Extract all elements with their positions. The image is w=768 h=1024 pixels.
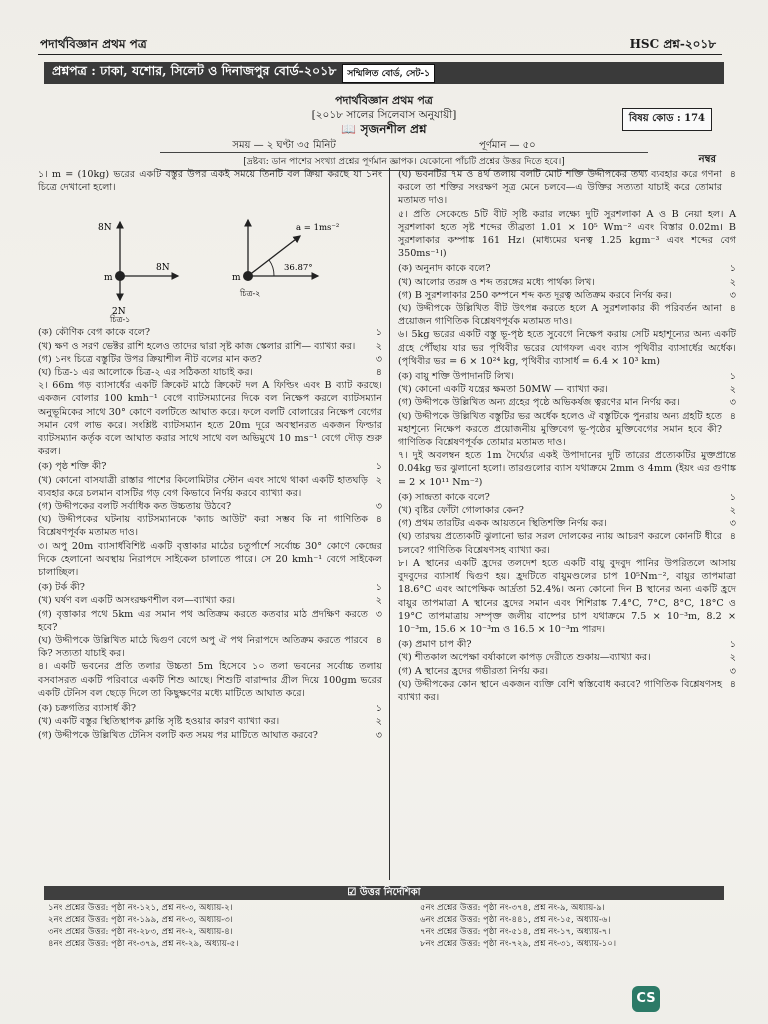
question-part	[38, 729, 382, 742]
question-part	[398, 276, 736, 289]
part-marks: ১	[729, 371, 736, 383]
figure-2-caption: চিত্র-২	[240, 289, 261, 299]
question-5-stem: ৫। প্রতি সেকেন্ডে 5টি বীট সৃষ্টি করার লক্ষ্যে দুটি সুরশলাকা A ও B নেয়া হল। A সুরশলাকা হতে সৃষ্ট শব্দের তীব্রতা 1.01 × 10⁵ Wm⁻² এবং বিস্তার 0.02m। B সুরশলাকার কম্পাঙ্ক 161 Hz। (মাধ্যমের ঘনত্ব 1.25 kgm⁻³ এবং শব্দের বেগ 350ms⁻¹।)	[398, 208, 736, 260]
part-marks: ৩	[729, 518, 736, 530]
question-part	[398, 410, 736, 450]
part-text: (খ) একটি বস্তুর স্থিতিস্থাপক ক্লান্তি সৃষ্টি হওয়ার কারণ ব্যাখ্যা কর।	[38, 716, 280, 728]
part-marks: ৪	[729, 531, 736, 543]
question-part	[38, 460, 382, 473]
book-icon: 📖	[341, 122, 357, 136]
question-part	[398, 383, 736, 396]
part-text: (গ) ১নং চিত্রে বস্তুটির উপর ক্রিয়াশীল নীট বলের মান কত?	[38, 353, 262, 365]
part-marks: ৩	[375, 608, 382, 620]
part-marks: ২	[729, 384, 736, 396]
question-3-stem: ৩। অপু 20m ব্যাসার্ধবিশিষ্ট একটি বৃত্তাকার মাঠের চতুর্পার্শে সর্বোচ্চ 30° কোণে কেন্দ্রের দিকে হেলানো অবস্থায় নিরাপদে সাইকেল চালাতে পারে। সে 20 kmh⁻¹ বেগে সাইকেল চালাচ্ছিল।	[38, 540, 382, 579]
answer-reference: ৮নং প্রশ্নের উত্তর: পৃষ্ঠা নং-৭২৯, প্রশ্ন নং-৩১, অধ্যায়-১০।	[420, 939, 617, 949]
header-rule	[38, 54, 722, 55]
part-marks: ২	[729, 505, 736, 517]
answer-reference: ১নং প্রশ্নের উত্তর: পৃষ্ঠা নং-১২১, প্রশ্ন নং-৩, অধ্যায়-২।	[48, 903, 233, 913]
section-label: সৃজনশীল প্রশ্ন	[360, 122, 427, 136]
instruction-note: [দ্রষ্টব্য: ডান পাশের সংখ্যা প্রশ্নের পূর্ণমান জ্ঞাপক। যেকোনো পাঁচটি প্রশ্নের উত্তর দিতে হবে।]	[160, 152, 648, 171]
header-subject: পদার্থবিজ্ঞান প্রথম পত্র	[40, 37, 147, 51]
part-text: (খ) বৃষ্টির ফোঁটা গোলাকার কেন?	[398, 505, 524, 517]
part-text: (গ) উদ্দীপকে উল্লিখিত টেনিস বলটি কত সময় পর মাটিতে আঘাত করবে?	[38, 729, 318, 741]
answer-reference: ৬নং প্রশ্নের উত্তর: পৃষ্ঠা নং-৪৪১, প্রশ্ন নং-১৫, অধ্যায়-৬।	[420, 915, 611, 925]
answer-guide-bar	[44, 886, 724, 900]
question-7-parts	[398, 491, 736, 557]
question-part	[398, 530, 736, 556]
part-text: (খ) কোনো বাসযাত্রী রাস্তার পাশের কিলোমিটার স্টোন এবং সাথে থাকা একটি হাতঘড়ি ব্যবহার করে চলমান বাসটির গড় বেগ কিভাবে নির্ণয় করবে ব্যাখ্যা কর।	[38, 474, 368, 499]
part-marks: ১	[729, 263, 736, 275]
header-exam: HSC প্রশ্ন-২০১৮	[629, 37, 716, 51]
question-part	[38, 326, 382, 339]
question-part	[398, 396, 736, 409]
part-marks: ৩	[375, 353, 382, 365]
question-part	[398, 517, 736, 530]
part-marks: ৪	[729, 410, 736, 422]
mass-label-1: m	[104, 273, 113, 284]
part-marks: ৪	[729, 169, 736, 180]
board-banner	[44, 62, 724, 84]
question-part	[38, 500, 382, 513]
question-part	[398, 651, 736, 664]
column-divider	[389, 168, 390, 880]
part-marks: ১	[375, 461, 382, 473]
answer-guide-left	[48, 902, 378, 950]
question-2-stem: ২। 66m গড় ব্যাসার্ধের একটি ক্রিকেট মাঠে ক্রিকেট দল A ফিল্ডিং এবং B ব্যাট করছে। একজন বোলার 100 kmh⁻¹ বেগে ব্যাটসম্যানের দিকে বল নিক্ষেপ করলে ব্যাটসম্যান অনুভূমিকের সাথে 30° কোণে বলটিতে আঘাত করে। ফলে বলটি বোলারের নিক্ষেপ বেগের সমান বেগ লাভ করে। সংশ্লিষ্ট ব্যাটসম্যান হতে 20m দূরে অবস্থানরত একজন ফিল্ডার ব্যাটসম্যান কর্তৃক বলে আঘাত করার সাথে সাথে বল অভিমুখে 10 ms⁻¹ বেগে দৌড় শুরু করল।	[38, 380, 382, 458]
part-text: (গ) প্রথম তারটির একক আয়তনে স্থিতিশক্তি নির্ণয় কর।	[398, 518, 607, 530]
part-marks: ৪	[729, 678, 736, 690]
part-text: (ক) সান্দ্রতা কাকে বলে?	[398, 491, 490, 503]
part-text: (ক) বায়ু শক্তি উপাদানটি লিখ।	[398, 371, 514, 383]
part-text: (গ) উদ্দীপকের বলটি সর্বাধিক কত উচ্চতায় উঠবে?	[38, 501, 232, 513]
part-marks: ২	[375, 340, 382, 352]
part-marks: ৩	[375, 501, 382, 513]
left-column	[38, 168, 382, 742]
part-text: (ক) প্রমাণ চাপ কী?	[398, 639, 472, 651]
question-part	[38, 366, 382, 379]
force-right-label: 8N	[156, 263, 170, 274]
question-part	[38, 581, 382, 594]
banner-text: প্রশ্নপত্র : ঢাকা, যশোর, সিলেট ও দিনাজপুর বোর্ড-২০১৮	[52, 63, 337, 78]
question-6-parts	[398, 370, 736, 449]
question-part	[398, 638, 736, 651]
part-marks: ২	[729, 652, 736, 664]
camscanner-badge: CS	[632, 986, 660, 1012]
part-text: (গ) বৃত্তাকার পথে 5km এর সমান পথ অতিক্রম করতে কতবার মাঠ প্রদক্ষিণ করতে হবে?	[38, 608, 368, 633]
subject-code-box: বিষয় কোড : 174	[622, 108, 712, 131]
part-marks: ৪	[375, 514, 382, 526]
question-part	[38, 702, 382, 715]
question-4-stem: ৪। একটি ভবনের প্রতি তলার উচ্চতা 5m হিসেবে ১০ তলা ভবনের সর্বোচ্চ তলায় বসবাসরত একটি পরিবারে একটি শিশু আছে। শিশুটি বারান্দার গ্রীল দিয়ে 100gm ভরের একটি টেনিস বল ছেড়ে দিলে তা কিছুক্ষণের মধ্যে মাটিতে আঘাত করে।	[38, 661, 382, 699]
question-7-stem: ৭। দুই অবলম্বন হতে 1m দৈর্ঘ্যের একই উপাদানের দুটি তারের প্রত্যেকটির মুক্তপ্রান্তে 0.04kg ভর ঝুলানো হলো। তারগুলোর ব্যাস যথাক্রমে 2mm ও 4mm (ইয়ং এর গুণাঙ্ক = 2 × 10¹¹ Nm⁻²)	[398, 450, 736, 488]
angle-label: 36.87°	[284, 263, 313, 274]
part-marks: ৪	[375, 367, 382, 379]
part-text: (ক) পৃষ্ঠ শক্তি কী?	[38, 461, 107, 473]
question-8-stem: ৮। A স্থানের একটি হ্রদের তলদেশ হতে একটি বায়ু বুদবুদ পানির উপরিতলে আসায় বুদবুদের ব্যাসার্ধ দ্বিগুণ হয়। হ্রদটিতে বায়ুমণ্ডলের চাপ 10⁵Nm⁻², বায়ুর তাপমাত্রা 18.6°C এবং আপেক্ষিক আর্দ্রতা 52.4%। অন্য কোনো দিন B স্থানের অন্য একটি হ্রদে বায়ুর তাপমাত্রা A স্থানের হ্রদের সমান এবং শিশিরাঙ্ক 7.4°C, 7°C, 8°C, 18°C ও 19°C তাপমাত্রায় সম্পৃক্ত জলীয় বাষ্পের চাপ যথাক্রমে 7.5 × 10⁻³m, 8.2 × 10⁻³m, 15.6 × 10⁻³m ও 16.5 × 10⁻³m পারদ।	[398, 557, 736, 635]
force-diagram-svg	[38, 196, 382, 322]
part-marks: ১	[729, 639, 736, 651]
part-marks: ২	[729, 276, 736, 288]
part-marks: ২	[375, 716, 382, 728]
question-part	[38, 340, 382, 353]
part-text: (ক) অনুনাদ কাকে বলে?	[398, 263, 491, 275]
marks-column-label: নম্বর	[698, 154, 716, 165]
question-6-stem: ৬। 5kg ভরের একটি বস্তু ভূ-পৃষ্ঠ হতে সুবেগে নিক্ষেপ করায় সেটি মহাশূন্যের অন্য একটি গ্রহে পৌঁছায় যার ভর পৃথিবীর ভরের যোগফল এবং ব্যাস পৃথিবীর ব্যাসার্ধের অর্ধেক। (পৃথিবীর ভর = 6 × 10²⁴ kg, পৃথিবীর ব্যাসার্ধ = 6.4 × 10³ km)	[398, 329, 736, 367]
mass-label-2: m	[232, 273, 241, 284]
question-part	[398, 262, 736, 275]
part-text: (ঘ) চিত্র-১ এর আলোকে চিত্র-২ এর সঠিকতা যাচাই কর।	[38, 367, 253, 379]
part-marks: ১	[729, 491, 736, 503]
part-text: (ঘ) উদ্দীপকে উল্লিখিত বীট উৎপন্ন করতে হলে A সুরশলাকার কী পরিবর্তন আনা প্রয়োজন গাণিতিক বিশ্লেষণপূর্বক মতামত দাও।	[398, 303, 722, 328]
part-text: (ঘ) উদ্দীপকে উল্লিখিত মাঠে দ্বিগুণ বেগে অপু ঐ পথ নিরাপদে অতিক্রম করতে পারবে কি? সত্যতা যাচাই কর।	[38, 635, 368, 660]
question-part	[398, 678, 736, 704]
part-text: (খ) শীতকাল অপেক্ষা বর্ষাকালে কাপড় দেরীতে শুকায়—ব্যাখ্যা কর।	[398, 652, 651, 664]
part-text: (গ) B সুরশলাকার 250 কম্পনে শব্দ কত দূরত্ব অতিক্রম করবে নির্ণয় কর।	[398, 289, 672, 301]
part-marks: ৩	[375, 729, 382, 741]
figure-1-caption: চিত্র-১	[110, 315, 131, 323]
question-part	[398, 504, 736, 517]
question-part	[38, 474, 382, 500]
question-part	[38, 353, 382, 366]
question-3-parts	[38, 581, 382, 660]
part-text: (ক) চক্রগতির ব্যাসার্ধ কী?	[38, 703, 137, 715]
full-marks-label: পূর্ণমান — ৫০	[479, 140, 536, 151]
question-part	[398, 491, 736, 504]
question-part	[38, 594, 382, 607]
part-marks: ২	[375, 474, 382, 486]
question-5-parts	[398, 262, 736, 328]
part-marks: ৪	[375, 635, 382, 647]
answer-guide-right	[420, 902, 730, 950]
force-down-label: 2N	[112, 307, 126, 318]
part-text: (ঘ) উদ্দীপকে উল্লিখিত বস্তুটির ভর অর্ধেক হলেও ঐ বস্তুটিকে পুনরায় অন্য গ্রহটি হতে মহাশূন্যে নিক্ষেপ করতে প্রয়োজনীয় মুক্তিবেগ ভূ-পৃষ্ঠের মুক্তিবেগের সমান হবে কী? গাণিতিক বিশ্লেষণপূর্বক তোমার মতামত দাও।	[398, 410, 722, 449]
part-text: (খ) কোনো একটি যন্ত্রের ক্ষমতা 50MW — ব্যাখ্যা কর।	[398, 384, 608, 396]
question-4-parts	[38, 702, 382, 742]
part-text: (খ) আলোর তরঙ্গ ও শব্দ তরঙ্গের মধ্যে পার্থক্য লিখ।	[398, 276, 595, 288]
part-marks: ৩	[729, 397, 736, 409]
figure-2	[232, 220, 339, 298]
subject-title: পদার্থবিজ্ঞান প্রথম পত্র	[335, 94, 433, 107]
part-marks: ১	[375, 327, 382, 339]
question-part	[38, 715, 382, 728]
answer-reference: ৪নং প্রশ্নের উত্তর: পৃষ্ঠা নং-৩৭৯, প্রশ্ন নং-২৯, অধ্যায়-৫।	[48, 939, 239, 949]
part-marks: ২	[375, 595, 382, 607]
part-text: (গ) উদ্দীপকে উল্লিখিত অন্য গ্রহের পৃষ্ঠে অভিকর্ষজ ত্বরণের মান নির্ণয় কর।	[398, 397, 680, 409]
part-text: (ঘ) উদ্দীপকের ঘটনায় ব্যাটসম্যানকে 'ক্যাচ আউট' করা সম্ভব কি না গাণিতিক বিশ্লেষণপূর্বক মতামত দাও।	[38, 514, 368, 539]
question-part	[398, 665, 736, 678]
answer-reference: ৫নং প্রশ্নের উত্তর: পৃষ্ঠা নং-৩৭৪, প্রশ্ন নং-৯, অধ্যায়-৯।	[420, 903, 605, 913]
part-text: (ঘ) তারদ্বয় প্রত্যেকটি ঝুলানো ভার সরল দোলকের ন্যায় আচরণ করলে কোনটি ধীরে চলবে? গাণিতিক বিশ্লেষণসহ ব্যাখ্যা কর।	[398, 531, 722, 556]
banner-tag: সম্মিলিত বোর্ড, সেট-১	[342, 64, 435, 83]
part-text: (ক) টর্ক কী?	[38, 582, 85, 594]
part-marks: ১	[375, 703, 382, 715]
time-label: সময় — ২ ঘণ্টা ৩৫ মিনিট	[232, 140, 336, 151]
question-part	[38, 634, 382, 660]
question-1-parts	[38, 326, 382, 379]
force-diagram	[38, 196, 382, 322]
question-part	[398, 370, 736, 383]
question-1-stem: ১। m = (10kg) ভরের একটি বস্তুর উপর একই সময়ে তিনটি বল ক্রিয়া করছে যা ১নং চিত্রে দেখানো হলো।	[38, 169, 382, 194]
question-part	[398, 289, 736, 302]
answer-guide-title: উত্তর নির্দেশিকা	[359, 887, 421, 898]
syllabus-note: [২০১৮ সালের সিলেবাস অনুযায়ী]	[311, 109, 457, 121]
part-text: (গ) A স্থানের হ্রদের গভীরতা নির্ণয় কর।	[398, 665, 549, 677]
part-marks: ৪	[729, 303, 736, 315]
figure-1	[98, 222, 178, 322]
answer-reference: ৭নং প্রশ্নের উত্তর: পৃষ্ঠা নং-৫১৪, প্রশ্ন নং-১৭, অধ্যায়-৭।	[420, 927, 611, 937]
question-part	[398, 302, 736, 328]
part-text: (খ) ক্ষণ ও সরণ ভেক্টর রাশি হলেও তাদের দ্বারা সৃষ্ট কাজ স্কেলার রাশি— ব্যাখ্যা কর।	[38, 340, 356, 352]
answer-reference: ৩নং প্রশ্নের উত্তর: পৃষ্ঠা নং-২৮৩, প্রশ্ন নং-২, অধ্যায়-৪।	[48, 927, 233, 937]
part-text: (ঘ) উদ্দীপকের কোন স্থানে একজন ব্যক্তি বেশি স্বস্তিবোধ করবে? গাণিতিক বিশ্লেষণসহ ব্যাখ্যা কর।	[398, 678, 722, 703]
part-marks: ৩	[729, 289, 736, 301]
part-marks: ৩	[729, 665, 736, 677]
part-text: (ঘ) ভবনটির ৭ম ও ৪র্থ তলায় বলটি মোট শক্তি উদ্দীপকের তথ্য ব্যবহার করে গণনা করলে তা শক্তির সংরক্ষণ সূত্র মেনে চলবে—এ উক্তির সত্যতা যাচাই করে তোমার মতামত দাও।	[398, 169, 722, 207]
part-text: (ক) কৌণিক বেগ কাকে বলে?	[38, 327, 151, 339]
question-part	[38, 513, 382, 539]
part-marks: ১	[375, 582, 382, 594]
part-text: (খ) ঘর্ষণ বল একটি অসংরক্ষণশীল বল—ব্যাখ্যা কর।	[38, 595, 236, 607]
check-icon: ☑	[347, 887, 357, 898]
answer-reference: ২নং প্রশ্নের উত্তর: পৃষ্ঠা নং-১৯৯, প্রশ্ন নং-৩, অধ্যায়-৩।	[48, 915, 233, 925]
acceleration-label: a = 1ms⁻²	[296, 223, 340, 234]
question-part	[38, 608, 382, 634]
force-up-label: 8N	[98, 223, 112, 234]
question-4-part-d	[398, 168, 736, 208]
question-8-parts	[398, 638, 736, 704]
question-2-parts	[38, 460, 382, 539]
right-column	[398, 168, 736, 704]
